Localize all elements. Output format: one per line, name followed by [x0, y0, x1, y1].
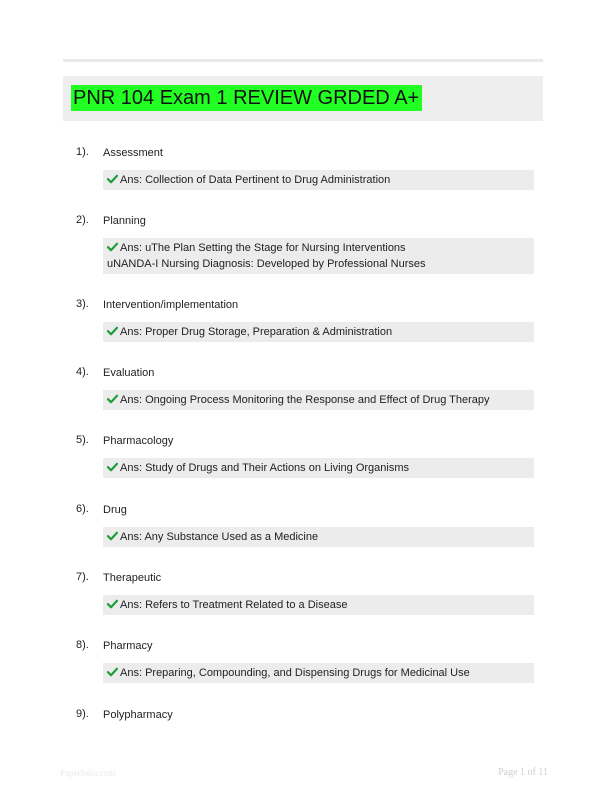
- item-number: 2).: [76, 214, 89, 226]
- answer-box: [103, 170, 534, 190]
- item-term: Pharmacology: [103, 435, 174, 447]
- answer-text-line-2: uNANDA-I Nursing Diagnosis: Developed by Professional Nurses: [107, 258, 426, 270]
- top-divider: [63, 59, 543, 62]
- answer-text: Ans: Any Substance Used as a Medicine: [120, 531, 319, 543]
- item-term: Polypharmacy: [103, 709, 173, 721]
- check-icon: [107, 242, 118, 252]
- answer-box: [103, 390, 534, 410]
- answer-text: Ans: Refers to Treatment Related to a Disease: [120, 599, 348, 611]
- answer-text: Ans: Preparing, Compounding, and Dispensing Drugs for Medicinal Use: [120, 667, 470, 679]
- item-term: Evaluation: [103, 367, 155, 379]
- answer-text: Ans: uThe Plan Setting the Stage for Nursing Interventions: [120, 242, 406, 254]
- item-term: Intervention/implementation: [103, 299, 239, 311]
- item-term: Therapeutic: [103, 572, 162, 584]
- answer-text: Ans: Ongoing Process Monitoring the Response and Effect of Drug Therapy: [120, 394, 490, 406]
- item-term: Planning: [103, 215, 146, 227]
- answer-box: [103, 663, 534, 683]
- item-term: Pharmacy: [103, 640, 153, 652]
- check-icon: [107, 394, 118, 404]
- check-icon: [107, 462, 118, 472]
- check-icon: [107, 599, 118, 609]
- item-number: 1).: [76, 146, 89, 158]
- item-number: 6).: [76, 503, 89, 515]
- title-banner: [63, 76, 543, 121]
- item-number: 3).: [76, 298, 89, 310]
- answer-box: [103, 527, 534, 547]
- answer-text: Ans: Study of Drugs and Their Actions on Living Organisms: [120, 462, 409, 474]
- item-term: Drug: [103, 504, 127, 516]
- page-number: Page 1 of 11: [498, 767, 548, 778]
- answer-text: Ans: Collection of Data Pertinent to Drug Administration: [120, 174, 391, 186]
- answer-text: Ans: Proper Drug Storage, Preparation & Administration: [120, 326, 393, 338]
- footer-watermark: Paperfolio.com: [60, 768, 116, 778]
- check-icon: [107, 174, 118, 184]
- page-title: PNR 104 Exam 1 REVIEW GRDED A+: [71, 85, 422, 111]
- check-icon: [107, 531, 118, 541]
- item-number: 7).: [76, 571, 89, 583]
- answer-box: [103, 322, 534, 342]
- item-number: 5).: [76, 434, 89, 446]
- answer-box: [103, 595, 534, 615]
- check-icon: [107, 667, 118, 677]
- answer-box: [103, 458, 534, 478]
- item-number: 8).: [76, 639, 89, 651]
- item-number: 9).: [76, 708, 89, 720]
- item-term: Assessment: [103, 147, 163, 159]
- item-number: 4).: [76, 366, 89, 378]
- check-icon: [107, 326, 118, 336]
- answer-box: [103, 238, 534, 274]
